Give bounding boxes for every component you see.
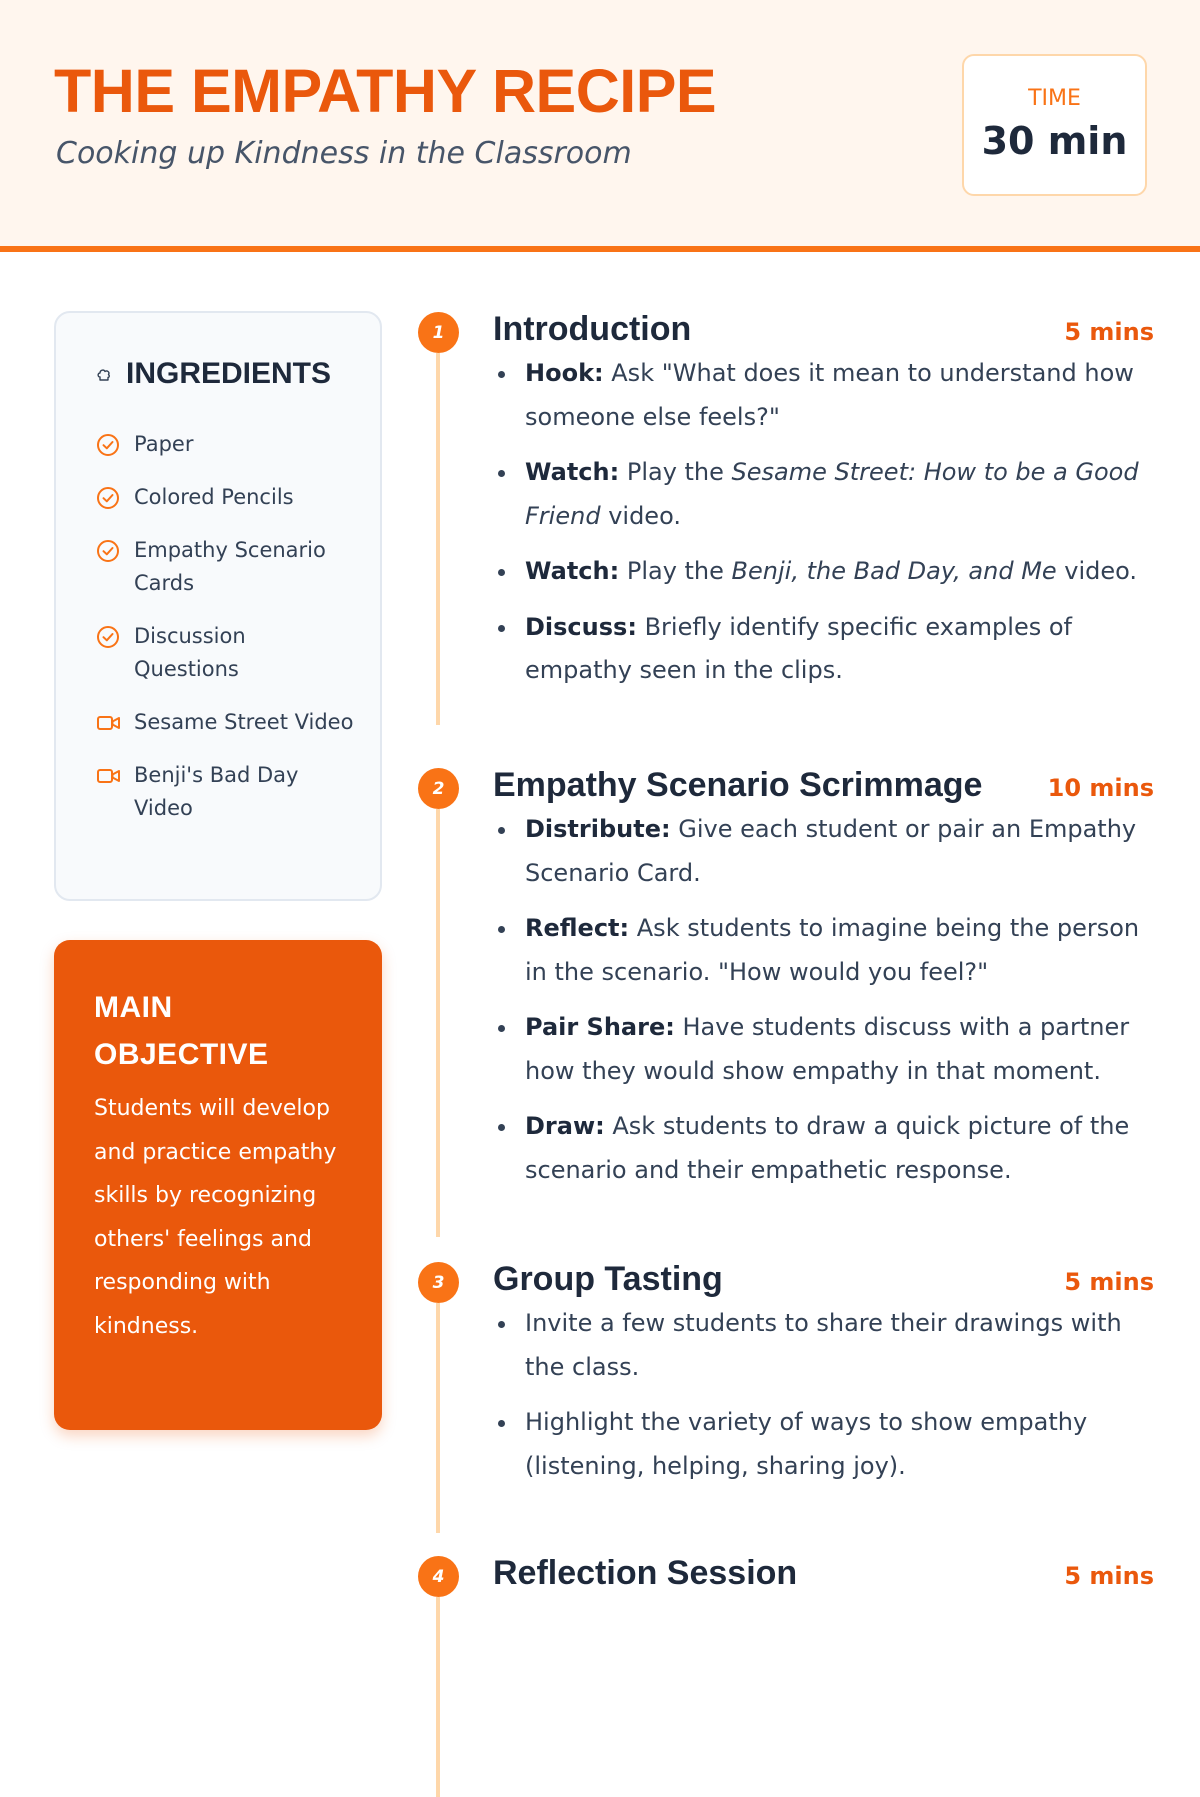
timeline-line bbox=[436, 353, 440, 725]
ingredients-title: INGREDIENTS bbox=[126, 357, 332, 390]
ingredient-label: Colored Pencils bbox=[134, 485, 294, 509]
bullet-text: Highlight the variety of ways to show empathy (listening, helping, sharing joy). bbox=[525, 1408, 1088, 1480]
step-bullets bbox=[525, 808, 1140, 1204]
step-bullets bbox=[525, 1302, 1140, 1500]
ingredient-label: Discussion Questions bbox=[134, 624, 246, 681]
bullet-text: Ask students to imagine being the person in the scenario. "How would you feel?" bbox=[525, 914, 1140, 986]
timeline-line bbox=[436, 809, 440, 1237]
bullet-text: video. bbox=[600, 501, 681, 530]
step-title: Reflection Session bbox=[493, 1554, 798, 1592]
step-bullet bbox=[525, 1401, 1140, 1488]
bullet-text: Play the bbox=[626, 557, 732, 585]
bullet-text: Have students discuss with a partner how they would show empathy in that moment. bbox=[525, 1013, 1130, 1085]
bullet-text: Ask "What does it mean to understand how someone else feels?" bbox=[525, 359, 1134, 431]
bullet-label: Pair Share: bbox=[525, 1013, 675, 1041]
bullet-label: Hook: bbox=[525, 359, 604, 387]
step-number: 4 bbox=[418, 1556, 459, 1597]
page-subtitle: Cooking up Kindness in the Classroom bbox=[56, 136, 632, 171]
step-bullet bbox=[525, 808, 1140, 895]
step-number: 3 bbox=[418, 1262, 459, 1303]
bullet-text: Ask students to draw a quick picture of the scenario and their empathetic response. bbox=[525, 1112, 1130, 1184]
step-title: Introduction bbox=[493, 310, 692, 348]
bullet-label: Discuss: bbox=[525, 612, 637, 641]
timeline-line bbox=[436, 1303, 440, 1533]
step-title: Group Tasting bbox=[493, 1260, 723, 1298]
ingredient-item bbox=[96, 428, 356, 461]
video-title: Sesame Street: How to be a Good Friend bbox=[525, 458, 1139, 530]
bullet-text: Invite a few students to share their drawings with the class. bbox=[525, 1309, 1122, 1381]
page-title: THE EMPATHY RECIPE bbox=[54, 57, 717, 125]
step-bullet bbox=[525, 1302, 1140, 1389]
ingredient-item bbox=[96, 481, 356, 514]
check-circle-icon bbox=[96, 620, 122, 653]
bullet-text: Briefly identify specific examples of empathy seen in the clips. bbox=[525, 612, 1072, 684]
step-bullet bbox=[525, 451, 1140, 538]
bullet-label: Watch: bbox=[525, 557, 620, 585]
chef-hat-icon bbox=[96, 357, 112, 391]
check-circle-icon bbox=[96, 534, 122, 567]
step-duration: 5 mins bbox=[1064, 1268, 1154, 1296]
objective-card bbox=[54, 940, 382, 1430]
time-box bbox=[962, 54, 1147, 196]
check-circle-icon bbox=[96, 428, 122, 461]
video-title: Benji, the Bad Day, and Me bbox=[731, 557, 1057, 585]
objective-text: Students will develop and practice empathy skills by recognizing others' feelings and responding with kindness. bbox=[94, 1096, 337, 1339]
step-number: 2 bbox=[418, 768, 459, 809]
step-bullet bbox=[525, 1006, 1140, 1093]
ingredient-label: Empathy Scenario Cards bbox=[134, 538, 326, 595]
step-bullet bbox=[525, 352, 1140, 439]
step-duration: 5 mins bbox=[1064, 1562, 1154, 1590]
ingredient-item bbox=[96, 620, 356, 686]
step-title: Empathy Scenario Scrimmage bbox=[493, 766, 983, 804]
bullet-label: Distribute: bbox=[525, 815, 671, 843]
ingredient-item bbox=[96, 534, 356, 600]
step-duration: 10 mins bbox=[1047, 774, 1154, 802]
time-value: 30 min bbox=[981, 119, 1128, 163]
page-header bbox=[0, 0, 1200, 252]
bullet-label: Reflect: bbox=[525, 914, 630, 942]
ingredient-item bbox=[96, 759, 356, 825]
ingredients-list bbox=[96, 428, 356, 845]
time-label: TIME bbox=[1028, 86, 1081, 111]
bullet-text: Give each student or pair an Empathy Scenario Card. bbox=[525, 815, 1137, 887]
bullet-text: Play the bbox=[626, 458, 732, 486]
bullet-label: Watch: bbox=[525, 458, 620, 486]
ingredients-card bbox=[54, 311, 382, 901]
step-bullet bbox=[525, 1105, 1140, 1192]
ingredient-item bbox=[96, 706, 356, 739]
check-circle-icon bbox=[96, 481, 122, 514]
step-bullet bbox=[525, 550, 1140, 594]
timeline-line bbox=[436, 1597, 440, 1797]
ingredient-label: Benji's Bad Day Video bbox=[134, 763, 299, 820]
step-bullet bbox=[525, 907, 1140, 994]
step-number: 1 bbox=[418, 312, 459, 353]
ingredients-heading bbox=[96, 357, 331, 391]
bullet-text: video. bbox=[1056, 557, 1138, 585]
objective-title: MAIN OBJECTIVE bbox=[94, 991, 269, 1071]
video-icon bbox=[96, 706, 122, 739]
step-bullet bbox=[525, 606, 1140, 693]
ingredient-label: Sesame Street Video bbox=[134, 710, 354, 734]
video-icon bbox=[96, 759, 122, 792]
ingredient-label: Paper bbox=[134, 432, 194, 456]
step-duration: 5 mins bbox=[1064, 318, 1154, 346]
bullet-label: Draw: bbox=[525, 1112, 605, 1140]
step-bullets bbox=[525, 352, 1140, 705]
